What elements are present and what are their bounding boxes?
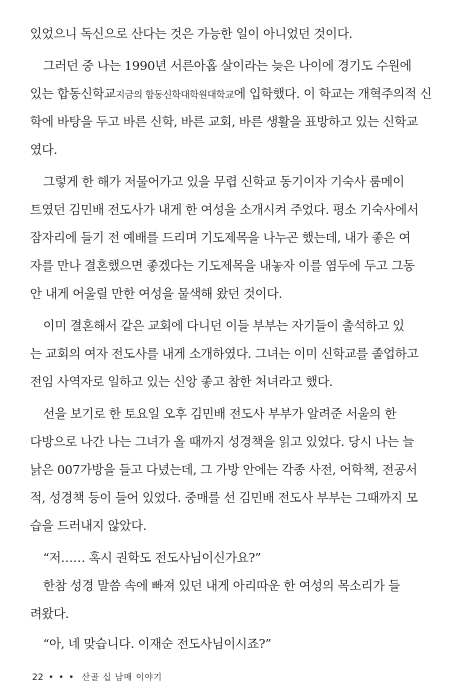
book-title: 산골 십 남매 이야기 <box>81 673 163 683</box>
text-line: 였다. <box>30 142 58 157</box>
dialogue-line: “아, 네 맞습니다. 이재순 전도사님이시죠?” <box>43 636 272 651</box>
text-line: 는 교회의 여자 전도사를 내게 소개하였다. 그녀는 이미 신학교를 졸업하고 <box>30 346 419 361</box>
text-line: 다방으로 나간 나는 그녀가 올 때까지 성경책을 읽고 있었다. 당시 나는 늘 <box>30 434 415 449</box>
text-line: 잠자리에 들기 전 예배를 드리며 기도제목을 나누곤 했는데, 내가 좋은 여 <box>30 230 411 245</box>
text-line: 안 내게 어울릴 만한 여성을 물색해 왔던 것이다. <box>30 286 283 301</box>
text-line: 려왔다. <box>30 606 69 621</box>
text-line: 트였던 김민배 전도사가 내게 한 여성을 소개시켜 주었다. 평소 기숙사에서 <box>30 202 419 217</box>
text-line: 있었으니 독신으로 산다는 것은 가능한 일이 아니었던 것이다. <box>30 26 353 41</box>
page-footer <box>32 672 162 684</box>
text-line: 자를 만나 결혼했으면 좋겠다는 기도제목을 내놓자 이를 염두에 두고 그동 <box>30 258 415 273</box>
text-span: 에 입학했다. 이 학교는 개혁주의적 신 <box>233 86 432 101</box>
text-span: 있는 합동신학교 <box>30 86 116 101</box>
text-annotation: 지금의 합동신학대학원대학교 <box>115 90 234 101</box>
text-line: 선을 보기로 한 토요일 오후 김민배 전도사 부부가 알려준 서울의 한 <box>43 406 397 421</box>
text-line: 이미 결혼해서 같은 교회에 다니던 이들 부부는 자기들이 출석하고 있 <box>43 318 405 333</box>
page-number: 22 <box>32 673 44 683</box>
dialogue-line: “저…… 혹시 권학도 전도사님이신가요?” <box>43 550 261 565</box>
text-line: 그렇게 한 해가 저물어가고 있을 무렵 신학교 동기이자 기숙사 룸메이 <box>43 174 405 189</box>
text-line: 학에 바탕을 두고 바른 신학, 바른 교회, 바른 생활을 표방하고 있는 신학교 <box>30 114 418 129</box>
text-line <box>30 86 432 104</box>
text-line: 습을 드러내지 않았다. <box>30 518 147 533</box>
text-line: 한참 성경 말씀 속에 빠져 있던 내게 아리따운 한 여성의 목소리가 들 <box>43 578 400 593</box>
text-line: 그러던 중 나는 1990년 서른아홉 살이라는 늦은 나이에 경기도 수원에 <box>43 58 412 73</box>
text-line: 전임 사역자로 일하고 있는 신앙 좋고 참한 처녀라고 했다. <box>30 374 333 389</box>
footer-dots: • • • <box>48 673 75 683</box>
text-line: 낡은 007가방을 들고 다녔는데, 그 가방 안에는 각종 사전, 어학책, 전공서 <box>30 462 418 477</box>
text-line: 적, 성경책 등이 들어 있었다. 중매를 선 김민배 전도사 부부는 그때까지 모 <box>30 490 418 505</box>
